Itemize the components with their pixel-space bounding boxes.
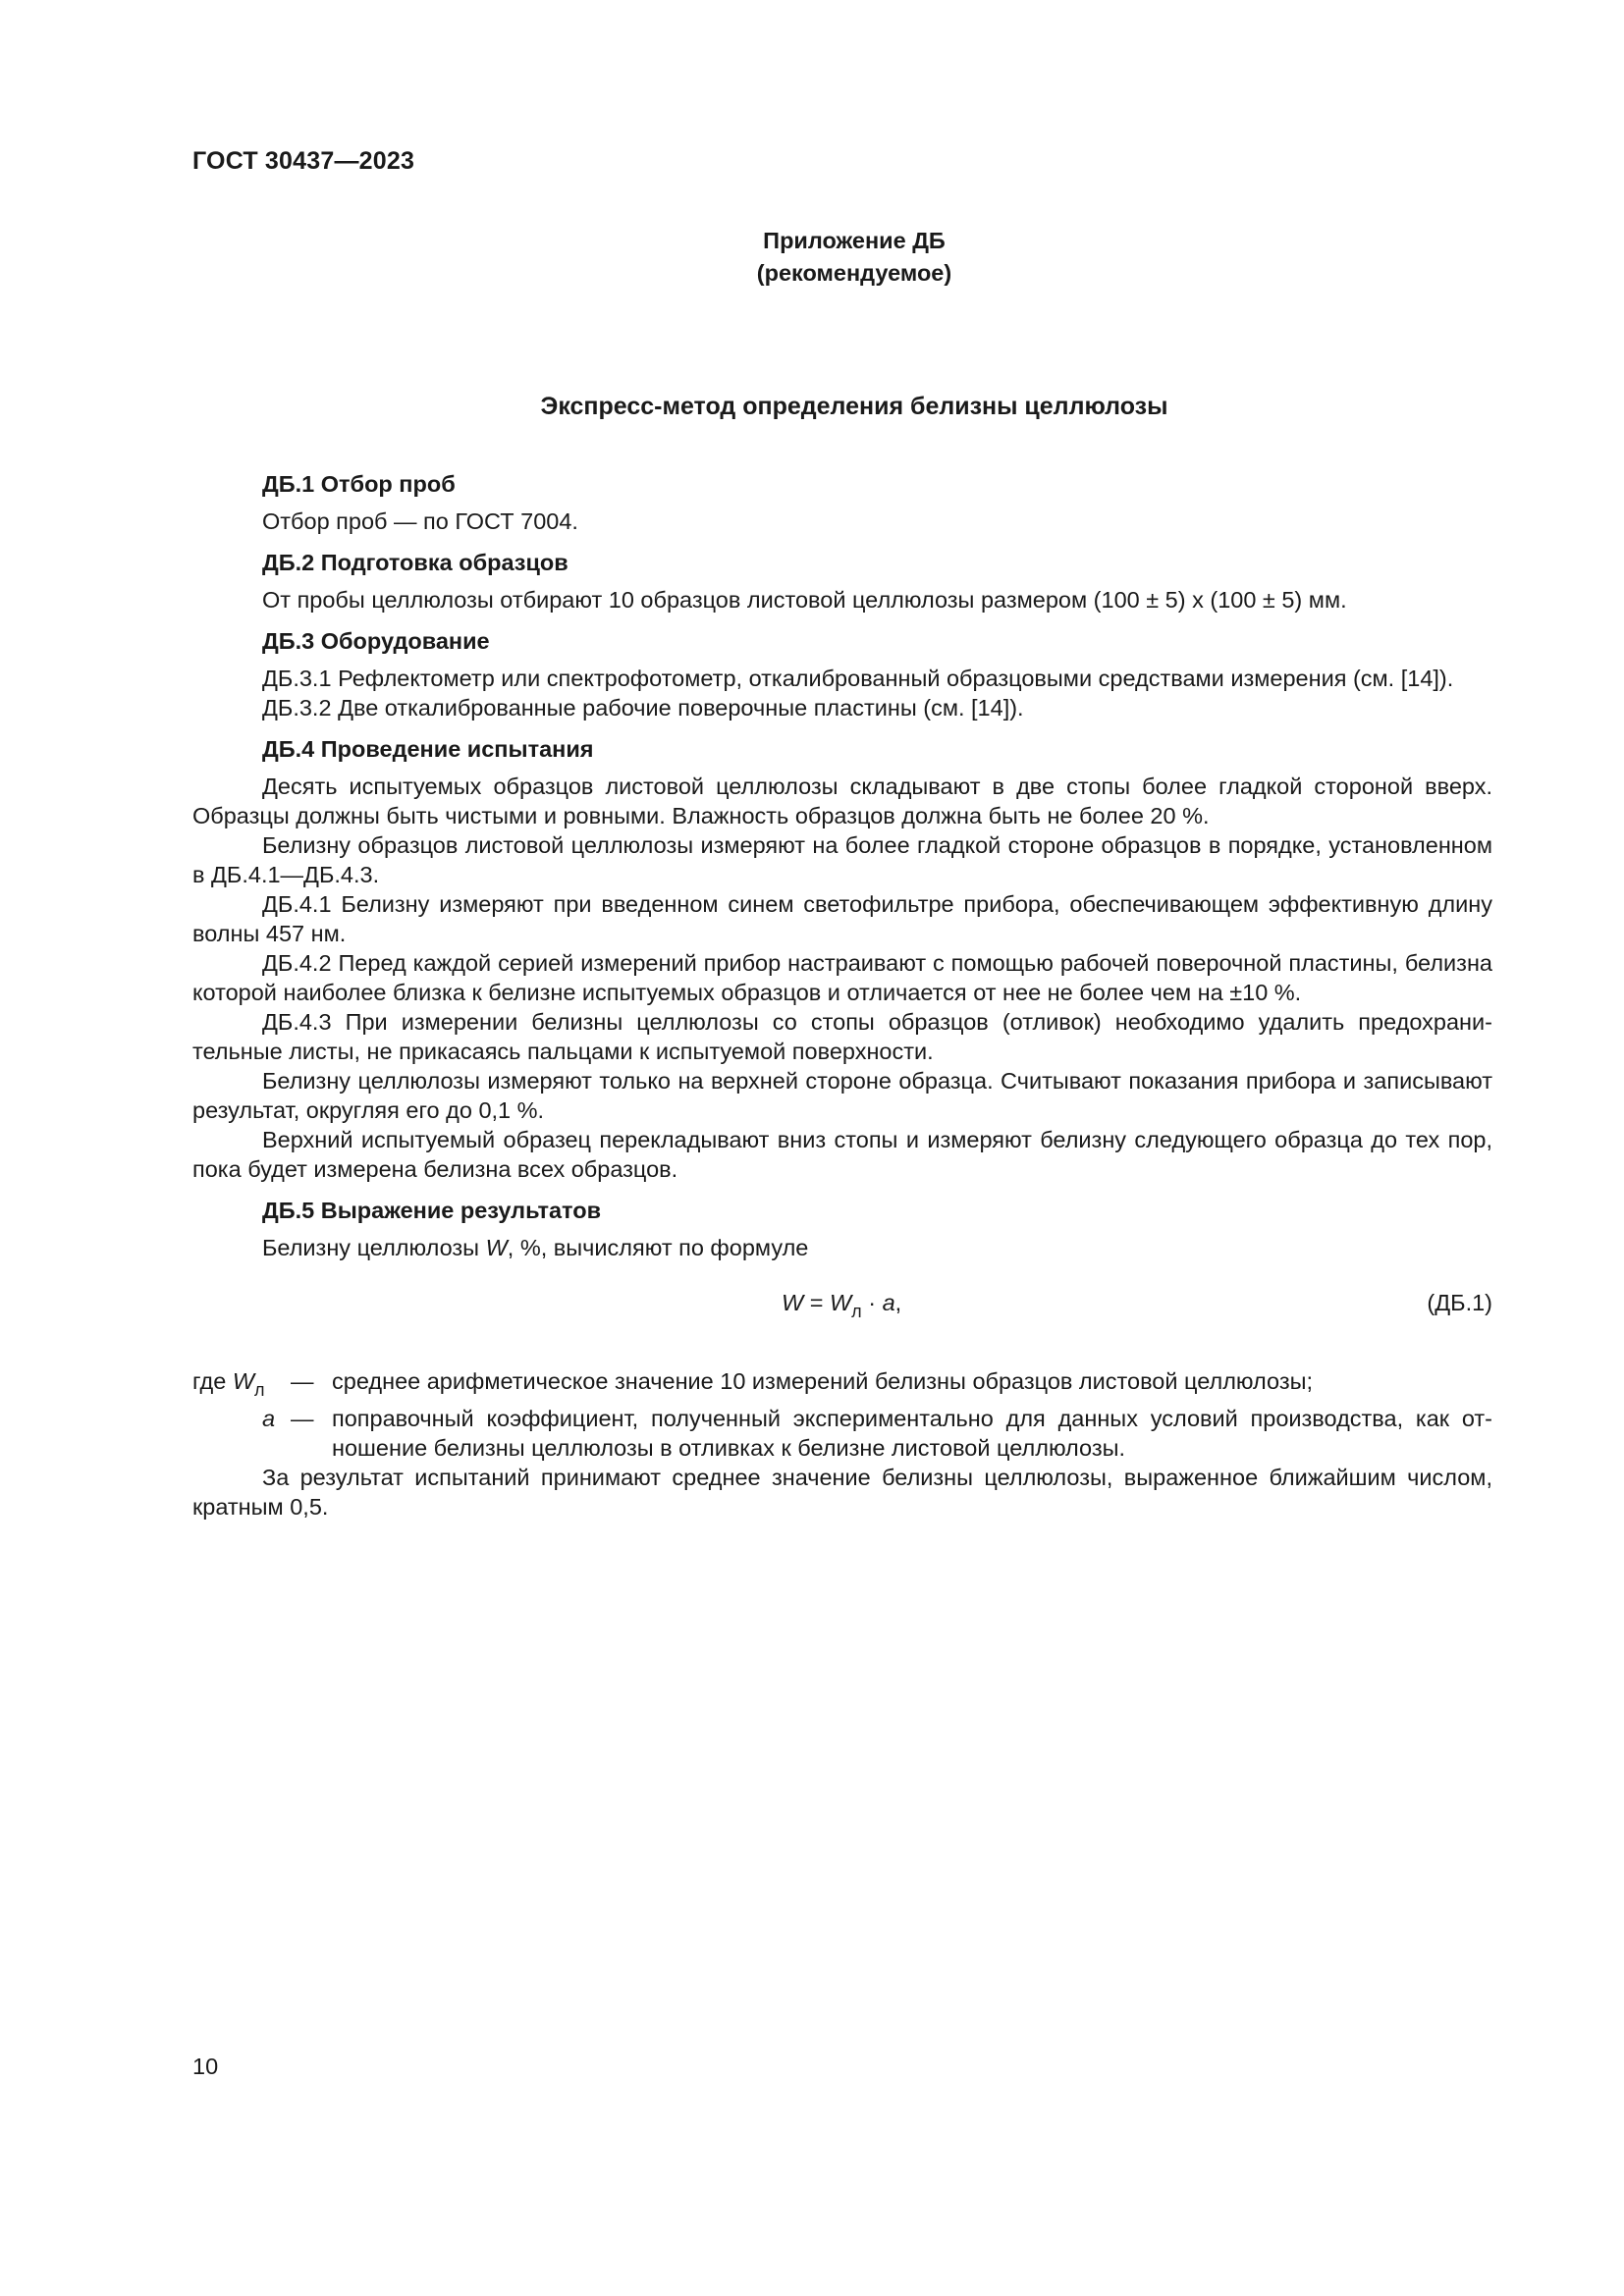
document-body <box>192 469 1492 1522</box>
heading-db3: ДБ.3 Оборудование <box>262 628 490 654</box>
paragraph-db4-1: Десять испытуемых образцов листовой целлюлозы складывают в две стопы более гладкой стороной вверх. Образцы должны быть чистыми и ровными. Влажность образцов должна быть не более 20 %. <box>192 774 1492 828</box>
heading-db4: ДБ.4 Проведение испытания <box>262 736 594 762</box>
where-definition-text: поправочный коэффициент, полученный экспериментально для данных условий производства, как отношение белизны целлюлозы в отливках к белизне листовой целлюлозы. <box>332 1406 1492 1461</box>
paragraph-db4-2: Белизну образцов листовой целлюлозы измеряют на более гладкой стороне образцов в порядке, установленном в ДБ.4.1—ДБ.4.3. <box>192 832 1492 887</box>
where-symbol-a: a <box>262 1406 276 1431</box>
page-number: 10 <box>192 2054 219 2079</box>
formula-expression: $W = W_л \cdot a$, <box>782 1290 902 1321</box>
where-dash: — <box>291 1368 314 1394</box>
paragraph-result: За результат испытаний принимают среднее значение белизны целлюлозы, выраженное ближайшим числом, кратным 0,5. <box>192 1465 1492 1520</box>
formula-number: (ДБ.1) <box>1427 1290 1492 1315</box>
paragraph-db4-7: Верхний испытуемый образец перекладывают вниз стопы и измеряют белизну следующего образца до тех пор, пока будет измерена белизна всех образцов. <box>192 1127 1492 1182</box>
annex-status: (рекомендуемое) <box>756 260 952 286</box>
heading-db5: ДБ.5 Выражение результатов <box>262 1198 602 1223</box>
annex-title: Приложение ДБ <box>763 228 946 253</box>
where-definition-w <box>192 1366 1492 1400</box>
where-definition-a <box>192 1404 1492 1463</box>
paragraph-db3-1: ДБ.3.1 Рефлектометр или спектрофотометр, откалиброванный образцовыми средствами измерения (см. [14]). <box>262 666 1454 691</box>
where-symbol-w: где $W_л$ <box>192 1368 265 1400</box>
paragraph-db4-5: ДБ.4.3 При измерении белизны целлюлозы со стопы образцов (отливок) необходимо удалить предохранительные листы, не прикасаясь пальцами к испытуемой поверхности. <box>192 1009 1492 1064</box>
paragraph-db4-4: ДБ.4.2 Перед каждой серией измерений прибор настраивают с помощью рабочей поверочной пластины, белизна которой наиболее близка к белизне испытуемых образцов и отличается от нее не более чем на ±10 %. <box>192 950 1492 1005</box>
document-code: ГОСТ 30437—2023 <box>192 147 415 175</box>
section-title: Экспресс-метод определения белизны целлюлозы <box>540 393 1168 420</box>
heading-db1: ДБ.1 Отбор проб <box>262 471 456 497</box>
where-dash: — <box>291 1406 314 1431</box>
paragraph-db4-6: Белизну целлюлозы измеряют только на верхней стороне образца. Считывают показания прибора и записывают результат, округляя его до 0,1 %. <box>192 1068 1492 1123</box>
paragraph-db1: Отбор проб — по ГОСТ 7004. <box>262 508 578 534</box>
paragraph-db5-intro: Белизну целлюлозы W, %, вычисляют по формуле <box>262 1235 809 1260</box>
paragraph-db3-2: ДБ.3.2 Две откалиброванные рабочие поверочные пластины (см. [14]). <box>262 695 1024 721</box>
where-definition-text: среднее арифметическое значение 10 измерений белизны образцов листовой целлюлозы; <box>332 1368 1314 1394</box>
paragraph-db2: От пробы целлюлозы отбирают 10 образцов листовой целлюлозы размером (100 ± 5) х (100 ± 5) мм. <box>262 587 1347 613</box>
formula-db1 <box>192 1288 1492 1327</box>
paragraph-db4-3: ДБ.4.1 Белизну измеряют при введенном синем светофильтре прибора, обеспечивающем эффективную длину волны 457 нм. <box>192 891 1492 946</box>
heading-db2: ДБ.2 Подготовка образцов <box>262 550 568 575</box>
